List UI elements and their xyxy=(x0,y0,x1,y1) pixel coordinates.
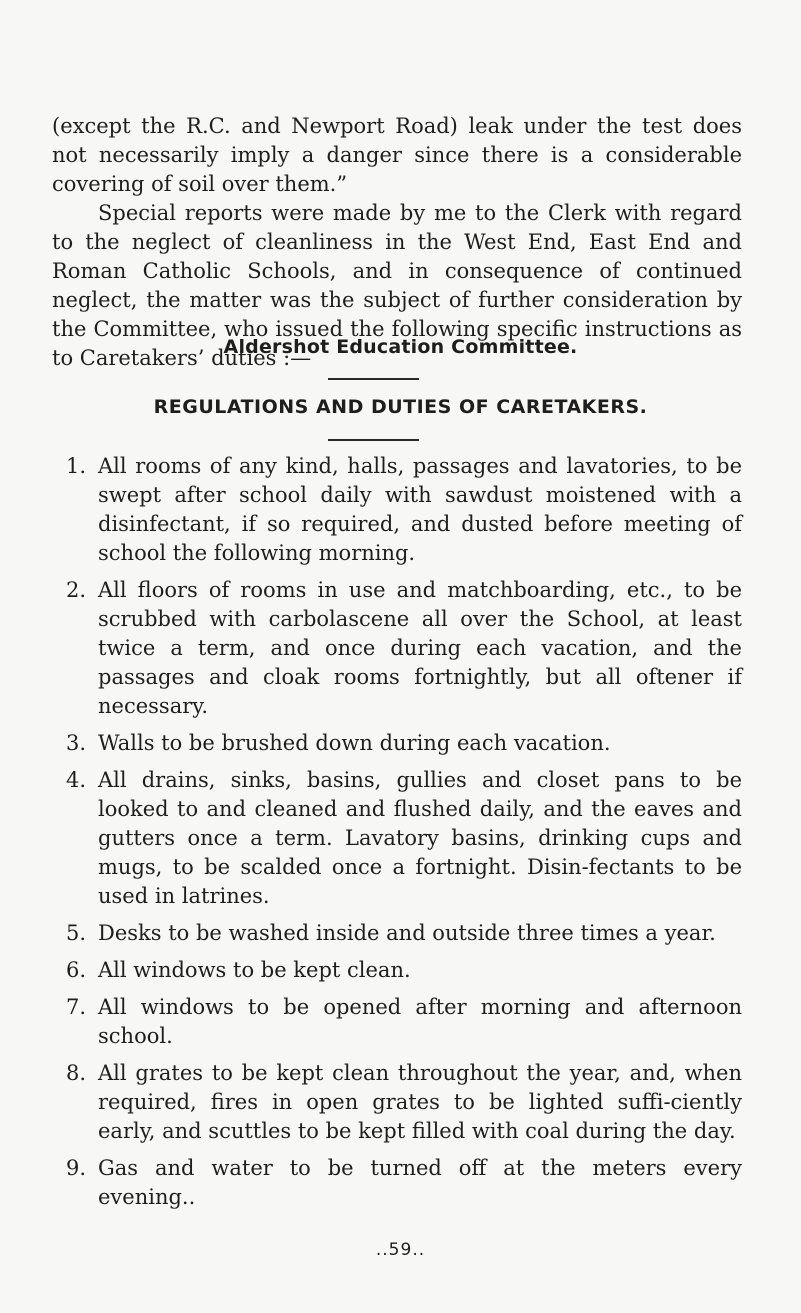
divider-rule xyxy=(328,378,419,380)
page-number: ..59.. xyxy=(375,1240,426,1260)
item-number: 2. xyxy=(66,578,87,602)
item-text: Walls to be brushed down during each vacation. xyxy=(98,731,611,755)
item-text: All windows to be opened after morning and afternoon school. xyxy=(98,995,742,1048)
paragraph-special-reports: Special reports were made by me to the Clerk with regard to the neglect of cleanliness in the West End, East End and Roman Catholic Schools, and in consequence of continued neglect, the matter was the subject of further consideration by the Committee, who issued the following specific instructions as to Caretakers’ duties :— xyxy=(52,201,742,370)
list-item xyxy=(0,729,742,758)
item-number: 5. xyxy=(66,921,87,945)
item-text: All rooms of any kind, halls, passages and lavatories, to be swept after school daily with sawdust moistened with a disinfectant, if so required, and dusted before meeting of school the following morning. xyxy=(98,454,742,565)
item-text: Desks to be washed inside and outside three times a year. xyxy=(98,921,716,945)
list-item xyxy=(0,956,742,985)
regulations-list xyxy=(0,452,801,1220)
item-text: All drains, sinks, basins, gullies and closet pans to be looked to and cleaned and flushed daily, and the eaves and gutters once a term. Lavatory basins, drinking cups and mugs, to be scalded once a fortnight. Disin-fectants to be used in latrines. xyxy=(98,768,742,908)
regulations-heading: REGULATIONS AND DUTIES OF CARETAKERS. xyxy=(153,396,648,418)
list-item xyxy=(0,993,742,1051)
item-text: All grates to be kept clean throughout the year, and, when required, fires in open grates to be lighted suffi-ciently early, and scuttles to be kept filled with coal during the day. xyxy=(98,1061,742,1143)
item-number: 3. xyxy=(66,731,87,755)
list-item xyxy=(0,576,742,721)
item-number: 6. xyxy=(66,958,87,982)
paragraph-continuation: (except the R.C. and Newport Road) leak under the test does not necessarily imply a danger since there is a considerable covering of soil over them.” xyxy=(52,114,742,196)
list-item xyxy=(0,919,742,948)
item-text: All floors of rooms in use and matchboarding, etc., to be scrubbed with carbolascene all over the School, at least twice a term, and once during each vacation, and the passages and cloak rooms fortnightly, but all oftener if necessary. xyxy=(98,578,742,718)
list-item xyxy=(0,1059,742,1146)
item-text: Gas and water to be turned off at the meters every evening.. xyxy=(98,1156,742,1209)
list-item xyxy=(0,1154,742,1212)
list-item xyxy=(0,452,742,568)
item-number: 1. xyxy=(66,454,87,478)
list-item xyxy=(0,766,742,911)
item-number: 9. xyxy=(66,1156,87,1180)
item-number: 8. xyxy=(66,1061,87,1085)
divider-rule xyxy=(328,439,419,441)
item-number: 4. xyxy=(66,768,87,792)
item-number: 7. xyxy=(66,995,87,1019)
committee-heading: Aldershot Education Committee. xyxy=(223,336,578,358)
item-text: All windows to be kept clean. xyxy=(98,958,411,982)
